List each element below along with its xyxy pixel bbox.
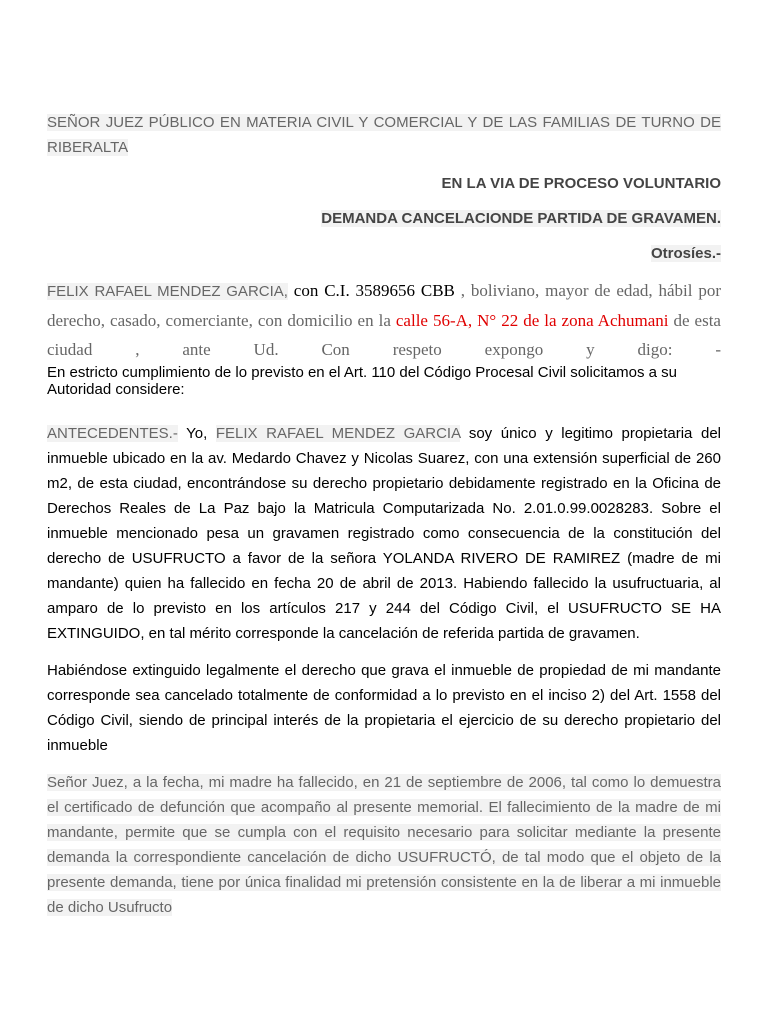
demand-heading-text: DEMANDA CANCELACIONDE PARTIDA DE GRAVAMEN. xyxy=(321,210,721,227)
process-heading-text: EN LA VIA DE PROCESO VOLUNTARIO xyxy=(441,175,721,192)
intro-paragraph: En estricto cumplimiento de lo previsto en el Art. 110 del Código Procesal Civil solicitamos a su Autoridad considere: xyxy=(47,364,678,398)
extinction-paragraph: Habiéndose extinguido legalmente el derecho que grava el inmueble de propiedad de mi mandante corresponde sea cancelado totalmente de conformidad a lo previsto en el inciso 2) del Art. 1558 del Código Civil, siendo de principal interés de la propietaria el ejercicio de su derecho propietario del inmueble xyxy=(47,662,721,754)
party-tail: de esta ciudad , ante Ud. Con respeto expongo y digo: - xyxy=(47,311,721,359)
death-paragraph xyxy=(47,770,721,920)
party-paragraph xyxy=(47,276,721,364)
antecedentes-name: FELIX RAFAEL MENDEZ GARCIA xyxy=(215,425,461,442)
party-details: , boliviano, mayor de edad, hábil por derecho, casado, comerciante, con domicilio en la xyxy=(47,281,722,330)
otrosies-text: Otrosíes.- xyxy=(650,245,721,262)
party-name: FELIX RAFAEL MENDEZ GARCIA, xyxy=(47,283,288,300)
antecedentes-body: soy único y legitimo propietaria del inmueble ubicado en la av. Medardo Chavez y Nicolas Suarez, con una extensión superficial de 260 m2, de esta ciudad, encontrándose su derecho propietario debidamente registrado en la Oficina de Derechos Reales de La Paz bajo la Matricula Computarizada No. 2.01.0.99.0028283. Sobre el inmueble mencionado pesa un gravamen registrado como consecuencia de la constitución del derecho de USUFRUCTO a favor de la señora YOLANDA RIVERO DE RAMIREZ (madre de mi mandante) quien ha fallecido en fecha 20 de abril de 2013. Habiendo fallecido la usufructuaria, al amparo de lo previsto en los artículos 217 y 244 del Código Civil, el USUFRUCTO SE HA EXTINGUIDO, en tal mérito corresponde la cancelación de referida partida de gravamen. xyxy=(47,425,721,642)
death-paragraph-text: Señor Juez, a la fecha, mi madre ha fallecido, en 21 de septiembre de 2006, tal como lo demuestra el certificado de defunción que acompaño al presente memorial. El fallecimiento de la madre de mi mandante, permite que se cumpla con el requisito necesario para solicitar mediante la presente demanda la correspondiente cancelación de dicho USUFRUCTÓ, de tal modo que el objeto de la presente demanda, tiene por única finalidad mi pretensión consistente en la de liberar a mi inmueble de dicho Usufructo xyxy=(47,774,721,916)
antecedentes-yo: Yo, xyxy=(177,425,216,442)
antecedentes-paragraph xyxy=(47,421,721,646)
court-heading-text: SEÑOR JUEZ PÚBLICO EN MATERIA CIVIL Y COMERCIAL Y DE LAS FAMILIAS DE TURNO DE RIBERALTA xyxy=(47,114,721,156)
party-ci: con C.I. 3589656 CBB xyxy=(287,281,461,300)
court-heading xyxy=(47,110,721,160)
otrosies-heading xyxy=(47,244,721,264)
demand-heading xyxy=(47,209,721,229)
antecedentes-label: ANTECEDENTES.- xyxy=(47,425,178,442)
document-page xyxy=(47,110,721,920)
party-address: calle 56-A, N° 22 de la zona Achumani xyxy=(395,311,669,330)
process-heading xyxy=(47,174,721,194)
